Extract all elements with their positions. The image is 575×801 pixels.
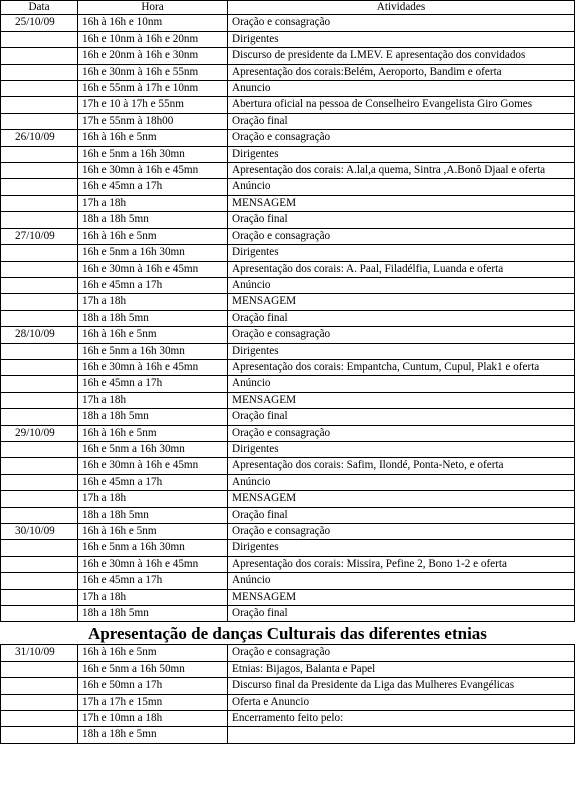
- date-cell: [1, 97, 78, 113]
- time-cell: 18h a 18h 5mn: [78, 310, 228, 326]
- table-row: [1, 661, 575, 677]
- activity-cell: MENSAGEM: [228, 589, 575, 605]
- time-cell: 16h e 30mn à 16h e 45mn: [78, 261, 228, 277]
- table-row: [1, 645, 575, 661]
- date-cell: [1, 711, 78, 727]
- date-cell: [1, 163, 78, 179]
- date-cell: [1, 179, 78, 195]
- time-cell: 17h a 18h: [78, 195, 228, 211]
- time-cell: 17h a 18h: [78, 589, 228, 605]
- date-cell: [1, 409, 78, 425]
- date-cell: [1, 661, 78, 677]
- date-cell: [1, 64, 78, 80]
- date-cell: [1, 441, 78, 457]
- activity-cell: MENSAGEM: [228, 294, 575, 310]
- table-row: [1, 81, 575, 97]
- time-cell: 16h e 30mn à 16h e 45mn: [78, 359, 228, 375]
- activity-cell: MENSAGEM: [228, 392, 575, 408]
- table-row: [1, 491, 575, 507]
- activity-cell: Discurso de presidente da LMEV. E apresentação dos convidados: [228, 48, 575, 64]
- activity-cell: Oração final: [228, 507, 575, 523]
- table-row: [1, 97, 575, 113]
- date-cell: [1, 392, 78, 408]
- date-cell: [1, 573, 78, 589]
- activity-cell: Oração e consagração: [228, 327, 575, 343]
- time-cell: 18h a 18h 5mn: [78, 212, 228, 228]
- activity-cell: Abertura oficial na pessoa de Conselheiro Evangelista Giro Gomes: [228, 97, 575, 113]
- activity-cell: Apresentação dos corais: A.lal,a quema, Sintra ,A.Bonô Djaal e oferta: [228, 163, 575, 179]
- time-cell: 16h e 45mn a 17h: [78, 277, 228, 293]
- time-cell: 16h e 5nm a 16h 30mn: [78, 245, 228, 261]
- date-cell: [1, 589, 78, 605]
- activity-cell: Anúncio: [228, 573, 575, 589]
- activity-cell: Oração e consagração: [228, 524, 575, 540]
- time-cell: 16h à 16h e 10nm: [78, 15, 228, 31]
- time-cell: 18h a 18h 5mn: [78, 507, 228, 523]
- header-activities: Atividades: [228, 1, 575, 15]
- date-cell: [1, 81, 78, 97]
- table-row: [1, 146, 575, 162]
- date-cell: [1, 606, 78, 622]
- time-cell: 18h a 18h 5mn: [78, 409, 228, 425]
- table-row: [1, 15, 575, 31]
- time-cell: 16h e 10nm à 16h e 20nm: [78, 31, 228, 47]
- time-cell: 16h e 5nm a 16h 30mn: [78, 441, 228, 457]
- table-row: [1, 245, 575, 261]
- table-row: [1, 31, 575, 47]
- table-row: [1, 441, 575, 457]
- table-row: [1, 727, 575, 743]
- table-row: [1, 343, 575, 359]
- activity-cell: Encerramento feito pelo:: [228, 711, 575, 727]
- activity-cell: Apresentação dos corais: Missira, Pefine 2, Bono 1-2 e oferta: [228, 556, 575, 572]
- time-cell: 16h e 45mn a 17h: [78, 573, 228, 589]
- time-cell: 17h a 18h: [78, 491, 228, 507]
- section-row: [1, 622, 575, 645]
- date-cell: 30/10/09: [1, 524, 78, 540]
- date-cell: [1, 31, 78, 47]
- table-row: [1, 524, 575, 540]
- table-row: [1, 540, 575, 556]
- date-cell: 27/10/09: [1, 228, 78, 244]
- activity-cell: Anúncio: [228, 179, 575, 195]
- table-row: [1, 392, 575, 408]
- time-cell: 16h e 50mn a 17h: [78, 678, 228, 694]
- time-cell: 16h e 55nm à 17h e 10nm: [78, 81, 228, 97]
- activity-cell: MENSAGEM: [228, 195, 575, 211]
- date-cell: [1, 694, 78, 710]
- activity-cell: Anúncio: [228, 277, 575, 293]
- activity-cell: Discurso final da Presidente da Liga das Mulheres Evangélicas: [228, 678, 575, 694]
- section-title: Apresentação de danças Culturais das diferentes etnias: [1, 622, 575, 645]
- table-row: [1, 163, 575, 179]
- activity-cell: Anuncio: [228, 81, 575, 97]
- activity-cell: Dirigentes: [228, 540, 575, 556]
- table-row: [1, 64, 575, 80]
- time-cell: 16h e 30mn à 16h e 45mn: [78, 556, 228, 572]
- table-row: [1, 425, 575, 441]
- time-cell: 16h e 20nm à 16h e 30nm: [78, 48, 228, 64]
- time-cell: 17h e 55nm à 18h00: [78, 113, 228, 129]
- time-cell: 16h à 16h e 5nm: [78, 228, 228, 244]
- time-cell: 16h e 30mn à 16h e 45mn: [78, 163, 228, 179]
- time-cell: 16h à 16h e 5nm: [78, 645, 228, 661]
- date-cell: [1, 343, 78, 359]
- time-cell: 16h à 16h e 5nm: [78, 327, 228, 343]
- table-row: [1, 573, 575, 589]
- table-row: [1, 589, 575, 605]
- time-cell: 17h a 18h: [78, 294, 228, 310]
- date-cell: [1, 491, 78, 507]
- activity-cell: Oração final: [228, 310, 575, 326]
- table-row: [1, 359, 575, 375]
- activity-cell: Dirigentes: [228, 31, 575, 47]
- time-cell: 16h à 16h e 5nm: [78, 524, 228, 540]
- header-date: Data: [1, 1, 78, 15]
- time-cell: 17h e 10mn a 18h: [78, 711, 228, 727]
- date-cell: [1, 474, 78, 490]
- table-row: [1, 277, 575, 293]
- table-row: [1, 376, 575, 392]
- date-cell: [1, 146, 78, 162]
- activity-cell: Apresentação dos corais: Safim, Ilondé, Ponta-Neto, e oferta: [228, 458, 575, 474]
- activity-cell: Oração e consagração: [228, 228, 575, 244]
- table-row: [1, 179, 575, 195]
- activity-cell: Dirigentes: [228, 146, 575, 162]
- date-cell: [1, 212, 78, 228]
- time-cell: 17h e 10 à 17h e 55nm: [78, 97, 228, 113]
- table-row: [1, 327, 575, 343]
- time-cell: 16h e 5nm a 16h 30mn: [78, 343, 228, 359]
- header-time: Hora: [78, 1, 228, 15]
- time-cell: 16h e 30mn à 16h e 45mn: [78, 458, 228, 474]
- activity-cell: Oração final: [228, 113, 575, 129]
- table-row: [1, 310, 575, 326]
- date-cell: [1, 261, 78, 277]
- activity-cell: Oração final: [228, 409, 575, 425]
- time-cell: 16h e 5nm a 16h 30mn: [78, 540, 228, 556]
- date-cell: 25/10/09: [1, 15, 78, 31]
- date-cell: 28/10/09: [1, 327, 78, 343]
- time-cell: 18h a 18h e 5mn: [78, 727, 228, 743]
- time-cell: 17h a 18h: [78, 392, 228, 408]
- date-cell: [1, 48, 78, 64]
- time-cell: 16h e 5nm a 16h 30mn: [78, 146, 228, 162]
- date-cell: [1, 113, 78, 129]
- time-cell: 16h à 16h e 5nm: [78, 130, 228, 146]
- activity-cell: Dirigentes: [228, 441, 575, 457]
- activity-cell: Apresentação dos corais: A. Paal, Filadélfia, Luanda e oferta: [228, 261, 575, 277]
- date-cell: [1, 359, 78, 375]
- date-cell: [1, 678, 78, 694]
- time-cell: 18h a 18h 5mn: [78, 606, 228, 622]
- table-row: [1, 458, 575, 474]
- time-cell: 16h à 16h e 5nm: [78, 425, 228, 441]
- time-cell: 16h e 30nm à 16h e 55nm: [78, 64, 228, 80]
- activity-cell: Oração e consagração: [228, 130, 575, 146]
- activity-cell: Apresentação dos corais:Belém, Aeroporto, Bandim e oferta: [228, 64, 575, 80]
- date-cell: [1, 310, 78, 326]
- date-cell: 31/10/09: [1, 645, 78, 661]
- time-cell: 16h e 45mn a 17h: [78, 179, 228, 195]
- schedule-body: [1, 15, 575, 622]
- header-row: [1, 1, 575, 15]
- time-cell: 17h a 17h e 15mn: [78, 694, 228, 710]
- table-row: [1, 678, 575, 694]
- activity-cell: MENSAGEM: [228, 491, 575, 507]
- table-row: [1, 711, 575, 727]
- final-schedule-body: [1, 645, 575, 743]
- activity-cell: Dirigentes: [228, 245, 575, 261]
- table-row: [1, 694, 575, 710]
- table-row: [1, 556, 575, 572]
- activity-cell: Anúncio: [228, 376, 575, 392]
- date-cell: [1, 195, 78, 211]
- activity-cell: [228, 727, 575, 743]
- table-row: [1, 212, 575, 228]
- table-row: [1, 195, 575, 211]
- activity-cell: Oração e consagração: [228, 645, 575, 661]
- activity-cell: Oração e consagração: [228, 15, 575, 31]
- table-row: [1, 113, 575, 129]
- activity-cell: Oração final: [228, 212, 575, 228]
- activity-cell: Dirigentes: [228, 343, 575, 359]
- date-cell: [1, 727, 78, 743]
- date-cell: [1, 507, 78, 523]
- date-cell: [1, 294, 78, 310]
- activity-cell: Oração final: [228, 606, 575, 622]
- activity-cell: Oração e consagração: [228, 425, 575, 441]
- table-row: [1, 48, 575, 64]
- date-cell: [1, 540, 78, 556]
- date-cell: 29/10/09: [1, 425, 78, 441]
- activity-cell: Etnias: Bijagos, Balanta e Papel: [228, 661, 575, 677]
- time-cell: 16h e 45mn a 17h: [78, 474, 228, 490]
- date-cell: 26/10/09: [1, 130, 78, 146]
- date-cell: [1, 458, 78, 474]
- date-cell: [1, 277, 78, 293]
- activity-cell: Apresentação dos corais: Empantcha, Cuntum, Cupul, Plak1 e oferta: [228, 359, 575, 375]
- table-row: [1, 228, 575, 244]
- time-cell: 16h e 45mn a 17h: [78, 376, 228, 392]
- table-row: [1, 261, 575, 277]
- activity-cell: Anúncio: [228, 474, 575, 490]
- table-row: [1, 294, 575, 310]
- table-row: [1, 507, 575, 523]
- table-row: [1, 130, 575, 146]
- table-row: [1, 606, 575, 622]
- time-cell: 16h e 5nm a 16h 50mn: [78, 661, 228, 677]
- table-row: [1, 409, 575, 425]
- date-cell: [1, 556, 78, 572]
- activity-cell: Oferta e Anuncio: [228, 694, 575, 710]
- date-cell: [1, 376, 78, 392]
- date-cell: [1, 245, 78, 261]
- table-row: [1, 474, 575, 490]
